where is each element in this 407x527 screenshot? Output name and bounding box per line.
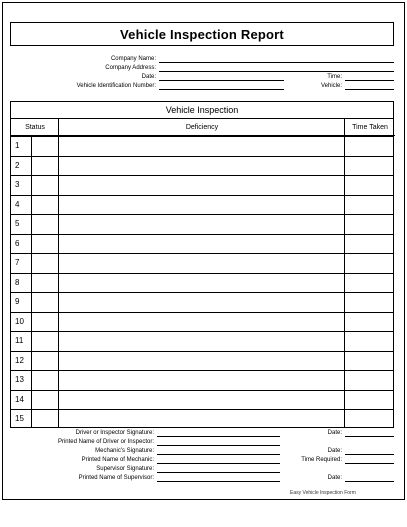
form-title: Vehicle Inspection Report	[10, 22, 394, 46]
date-label: Date:	[141, 74, 156, 80]
inspection-table	[10, 101, 394, 428]
row-number: 12	[15, 355, 24, 365]
company-name-label: Company Name:	[110, 56, 156, 62]
section-title: Vehicle Inspection	[11, 102, 393, 119]
mechanic-name-label: Printed Name of Mechanic:	[81, 457, 154, 463]
table-row[interactable]	[11, 292, 393, 293]
row-number: 4	[15, 199, 20, 209]
company-name-line[interactable]	[159, 55, 394, 63]
driver-signature-line[interactable]	[157, 429, 280, 437]
driver-signature-label: Driver or Inspector Signature:	[75, 430, 154, 436]
row-number: 13	[15, 375, 24, 384]
row-number: 11	[15, 336, 24, 345]
time-label: Time:	[327, 74, 342, 80]
table-row[interactable]	[11, 253, 393, 254]
company-address-label: Company Address:	[105, 65, 156, 71]
time-divider	[344, 119, 345, 428]
table-row[interactable]	[11, 195, 393, 196]
table-row[interactable]	[11, 175, 393, 176]
table-row[interactable]	[11, 136, 393, 137]
table-row[interactable]	[11, 156, 393, 157]
table-row[interactable]	[11, 273, 393, 274]
time-taken-header: Time Taken	[345, 119, 395, 136]
date2-label: Date:	[327, 448, 342, 454]
supervisor-signature-line[interactable]	[157, 465, 280, 473]
date3-line[interactable]	[345, 474, 394, 482]
row-number: 2	[15, 160, 20, 170]
row-number: 6	[15, 238, 20, 248]
status-header: Status	[11, 119, 59, 136]
driver-name-line[interactable]	[157, 438, 280, 446]
status-divider	[58, 119, 59, 428]
row-number: 5	[15, 219, 20, 228]
row-number: 14	[15, 394, 24, 404]
table-row[interactable]	[11, 214, 393, 215]
footer-note: Easy Vehicle Inspection Form	[290, 490, 356, 496]
date1-line[interactable]	[345, 429, 394, 437]
supervisor-name-label: Printed Name of Supervisor:	[78, 475, 154, 481]
row-number: 1	[15, 141, 20, 150]
mechanic-signature-line[interactable]	[157, 447, 280, 455]
row-number: 7	[15, 258, 20, 267]
supervisor-name-line[interactable]	[157, 474, 280, 482]
row-number: 10	[15, 316, 24, 326]
table-row[interactable]	[11, 409, 393, 410]
status-split-line	[31, 136, 32, 428]
row-number: 8	[15, 277, 20, 287]
mechanic-signature-label: Mechanic's Signature:	[95, 448, 154, 454]
time-required-line[interactable]	[345, 456, 394, 464]
row-number: 15	[15, 414, 24, 423]
supervisor-signature-label: Supervisor Signature:	[96, 466, 154, 472]
table-row[interactable]	[11, 390, 393, 391]
date1-label: Date:	[327, 430, 342, 436]
table-row[interactable]	[11, 312, 393, 313]
mechanic-name-line[interactable]	[157, 456, 280, 464]
row-number: 9	[15, 297, 20, 306]
date-line[interactable]	[159, 73, 284, 81]
time-line[interactable]	[345, 73, 394, 81]
vin-label: Vehicle Identification Number:	[76, 83, 156, 89]
date3-label: Date:	[327, 475, 342, 481]
deficiency-header: Deficiency	[59, 119, 345, 136]
vehicle-line[interactable]	[345, 82, 394, 90]
driver-name-label: Printed Name of Driver or Inspector:	[57, 439, 154, 445]
table-row[interactable]	[11, 331, 393, 332]
time-required-label: Time Required:	[301, 457, 342, 463]
vin-line[interactable]	[159, 82, 284, 90]
date2-line[interactable]	[345, 447, 394, 455]
vehicle-label: Vehicle:	[320, 83, 342, 89]
table-row[interactable]	[11, 234, 393, 235]
company-address-line[interactable]	[159, 64, 394, 72]
row-number: 3	[15, 180, 20, 189]
table-row[interactable]	[11, 370, 393, 371]
table-row[interactable]	[11, 351, 393, 352]
